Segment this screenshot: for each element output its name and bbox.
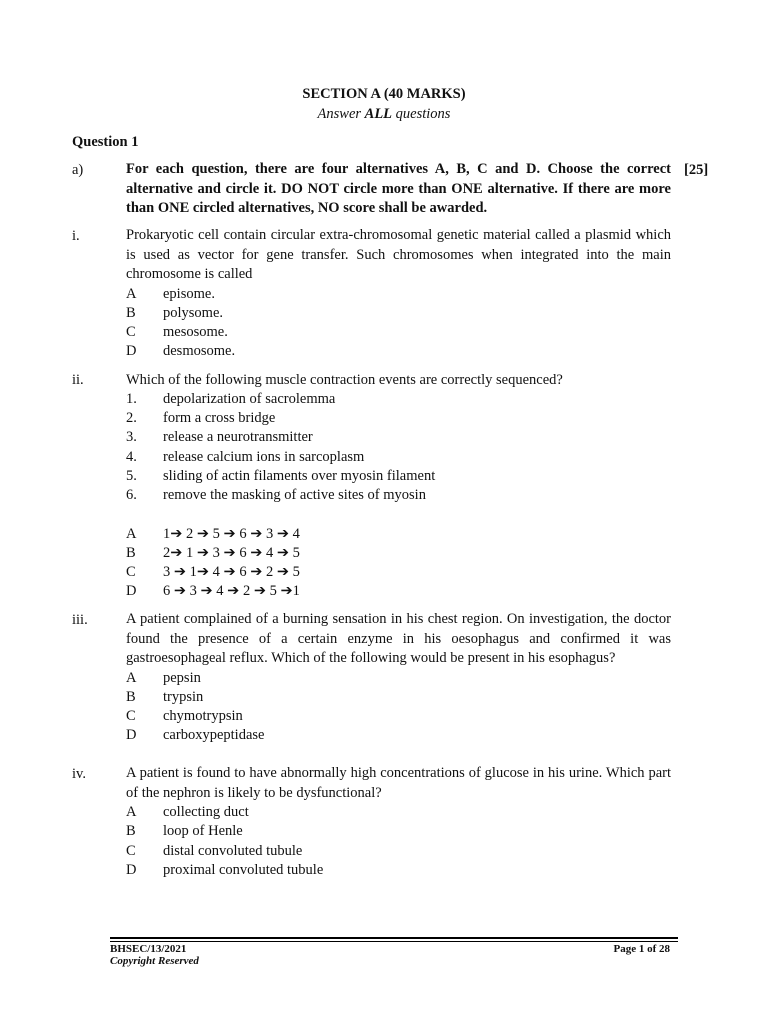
item-stem: Prokaryotic cell contain circular extra-chromosomal genetic material called a plasmid which is used as vector for gene transfer. Such chromosomes when integrated into the main chromosome is called xyxy=(126,227,671,282)
section-heading: SECTION A (40 MARKS) xyxy=(302,86,466,102)
event-item: 6. remove the masking of active sites of myosin xyxy=(126,487,426,503)
footer-code: BHSEC/13/2021 xyxy=(110,943,187,955)
item-stem: A patient is found to have abnormally high concentrations of glucose in his urine. Which part of the nephron is likely to be dysfunctional? xyxy=(126,765,671,801)
event-item: 1. depolarization of sacrolemma xyxy=(126,391,336,407)
event-item: 2. form a cross bridge xyxy=(126,410,276,426)
option-a: A episome. xyxy=(126,286,215,302)
footer-rule-thin xyxy=(110,941,678,942)
event-item: 3. release a neurotransmitter xyxy=(126,429,313,445)
answer-instruction xyxy=(0,106,768,123)
option-c: C distal convoluted tubule xyxy=(126,843,303,859)
item-number: iii. xyxy=(72,612,88,628)
part-label: a) xyxy=(72,162,84,178)
option-d: D 6 ➔ 3 ➔ 4 ➔ 2 ➔ 5 ➔1 xyxy=(126,583,300,599)
option-b: B trypsin xyxy=(126,689,204,705)
item-stem: Which of the following muscle contraction events are correctly sequenced? xyxy=(126,372,563,388)
option-d: D desmosome. xyxy=(126,343,236,359)
marks-label: [25] xyxy=(684,162,709,178)
answer-suffix: questions xyxy=(392,106,451,122)
item-number: ii. xyxy=(72,372,84,388)
option-b: B loop of Henle xyxy=(126,823,243,839)
option-b: B 2➔ 1 ➔ 3 ➔ 6 ➔ 4 ➔ 5 xyxy=(126,545,300,561)
instruction-text: For each question, there are four alternatives A, B, C and D. Choose the correct alternative and circle it. DO NOT circle more than ONE alternative. If there are more than ONE circled alternatives, NO score shall be awarded. xyxy=(126,161,671,216)
footer-copyright: Copyright Reserved xyxy=(110,955,199,967)
option-d: D carboxypeptidase xyxy=(126,727,265,743)
option-c: C mesosome. xyxy=(126,324,228,340)
option-a: A collecting duct xyxy=(126,804,249,820)
item-stem: A patient complained of a burning sensation in his chest region. On investigation, the doctor found the presence of a certain enzyme in his oesophagus and confirmed it was gastroesophageal reflux. Which of the following would be present in his esophagus? xyxy=(126,611,671,666)
footer-rule-thick xyxy=(110,937,678,939)
item-number: i. xyxy=(72,228,80,244)
answer-prefix: Answer xyxy=(317,106,365,122)
option-c: C 3 ➔ 1➔ 4 ➔ 6 ➔ 2 ➔ 5 xyxy=(126,564,300,580)
option-b: B polysome. xyxy=(126,305,224,321)
option-c: C chymotrypsin xyxy=(126,708,243,724)
option-a: A 1➔ 2 ➔ 5 ➔ 6 ➔ 3 ➔ 4 xyxy=(126,526,300,542)
option-d: D proximal convoluted tubule xyxy=(126,862,324,878)
option-a: A pepsin xyxy=(126,670,201,686)
footer-page-number: Page 1 of 28 xyxy=(613,943,670,955)
answer-all: ALL xyxy=(364,106,393,122)
item-number: iv. xyxy=(72,766,86,782)
question-title: Question 1 xyxy=(72,134,139,150)
event-item: 5. sliding of actin filaments over myosin filament xyxy=(126,468,436,484)
event-item: 4. release calcium ions in sarcoplasm xyxy=(126,449,365,465)
